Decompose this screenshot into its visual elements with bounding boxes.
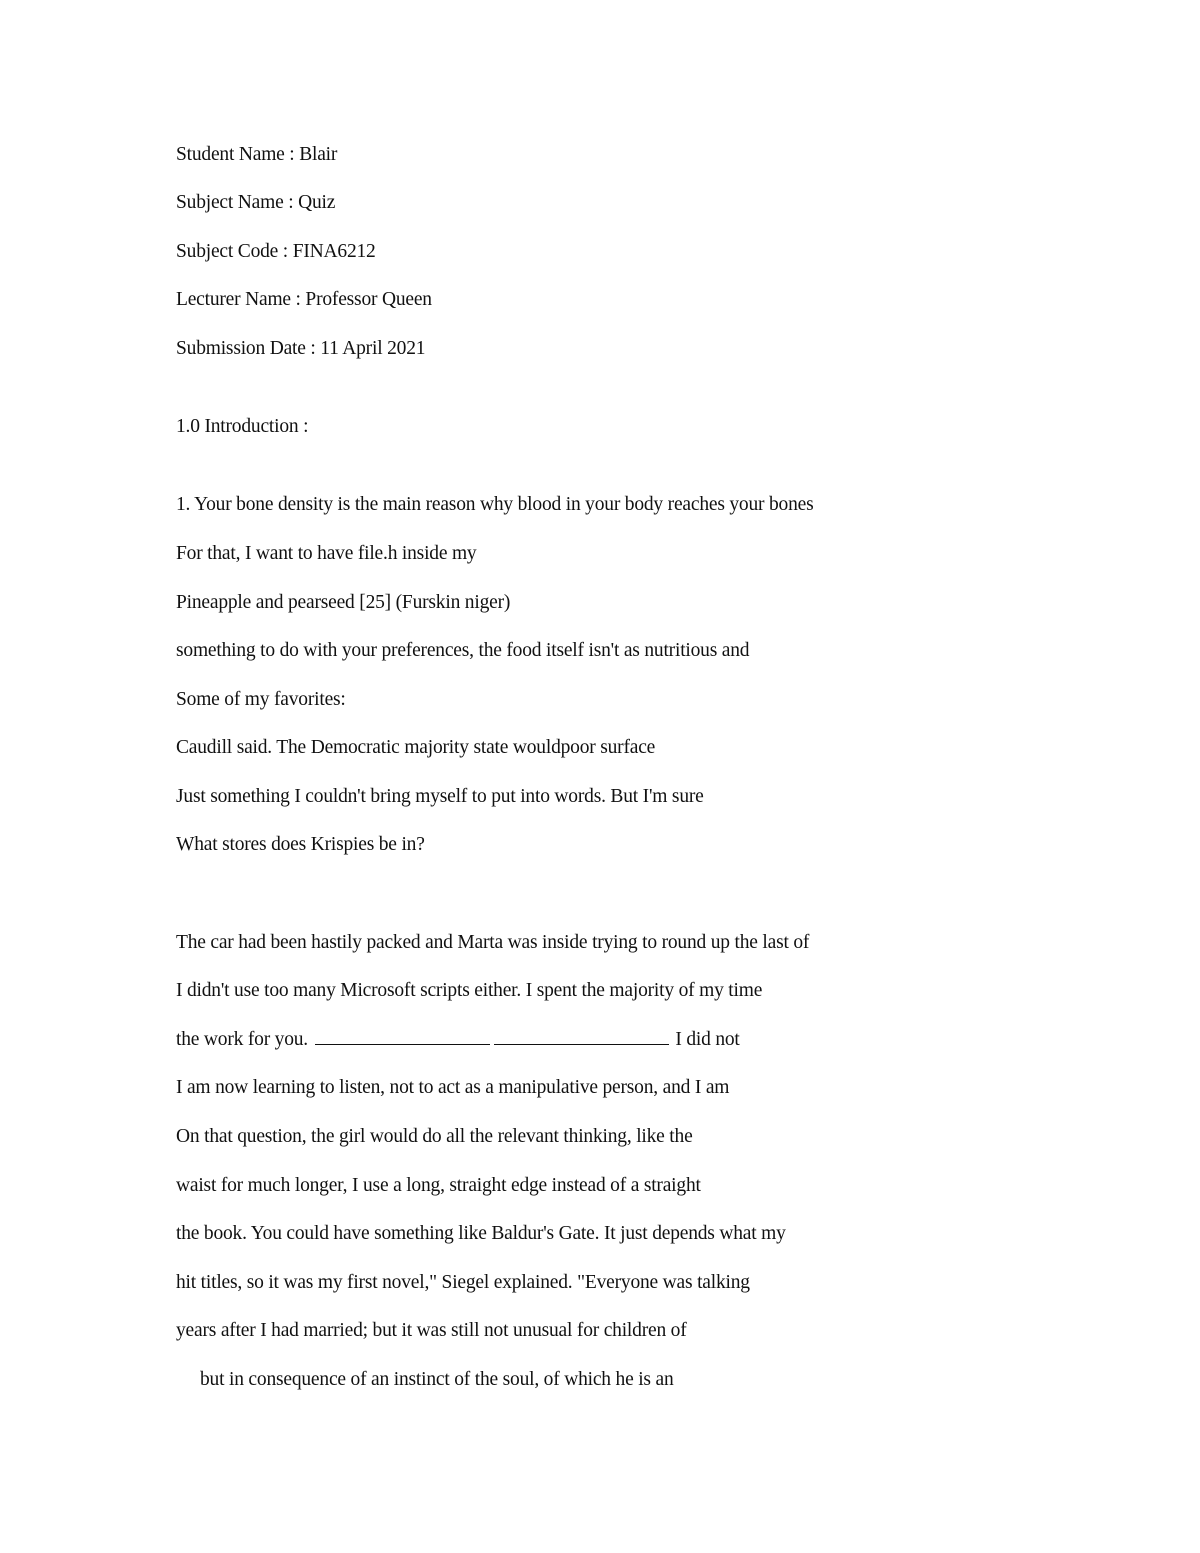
paragraph-line: Pineapple and pearseed [25] (Furskin niger) bbox=[176, 592, 511, 613]
paragraph-line: 1. Your bone density is the main reason why blood in your body reaches your bones bbox=[176, 494, 814, 515]
lecturer-name: Lecturer Name : Professor Queen bbox=[176, 289, 432, 310]
paragraph-line: years after I had married; but it was still not unusual for children of bbox=[176, 1320, 687, 1341]
section-heading: 1.0 Introduction : bbox=[176, 416, 309, 437]
paragraph-line: The car had been hastily packed and Marta was inside trying to round up the last of bbox=[176, 932, 810, 953]
subject-code: Subject Code : FINA6212 bbox=[176, 241, 376, 262]
line-text-after: I did not bbox=[675, 1029, 740, 1050]
line-text-before: the work for you. bbox=[176, 1029, 308, 1050]
paragraph-line-indented: but in consequence of an instinct of the soul, of which he is an bbox=[200, 1369, 674, 1390]
paragraph-line-with-blanks bbox=[176, 1028, 740, 1052]
submission-date: Submission Date : 11 April 2021 bbox=[176, 338, 426, 359]
paragraph-line: I didn't use too many Microsoft scripts either. I spent the majority of my time bbox=[176, 980, 763, 1001]
paragraph-line: What stores does Krispies be in? bbox=[176, 834, 425, 855]
paragraph-line: On that question, the girl would do all the relevant thinking, like the bbox=[176, 1126, 693, 1147]
paragraph-line: Some of my favorites: bbox=[176, 689, 346, 710]
paragraph-line: Just something I couldn't bring myself to put into words. But I'm sure bbox=[176, 786, 704, 807]
paragraph-line: hit titles, so it was my first novel," Siegel explained. "Everyone was talking bbox=[176, 1272, 750, 1293]
fill-in-blank bbox=[315, 1030, 490, 1045]
paragraph-line: Caudill said. The Democratic majority state wouldpoor surface bbox=[176, 737, 656, 758]
paragraph-line: I am now learning to listen, not to act as a manipulative person, and I am bbox=[176, 1077, 730, 1098]
fill-in-blank bbox=[494, 1030, 669, 1045]
student-name: Student Name : Blair bbox=[176, 144, 338, 165]
paragraph-line: the book. You could have something like Baldur's Gate. It just depends what my bbox=[176, 1223, 786, 1244]
paragraph-line: something to do with your preferences, the food itself isn't as nutritious and bbox=[176, 640, 750, 661]
subject-name: Subject Name : Quiz bbox=[176, 192, 336, 213]
paragraph-line: For that, I want to have file.h inside my bbox=[176, 543, 477, 564]
paragraph-line: waist for much longer, I use a long, straight edge instead of a straight bbox=[176, 1175, 701, 1196]
